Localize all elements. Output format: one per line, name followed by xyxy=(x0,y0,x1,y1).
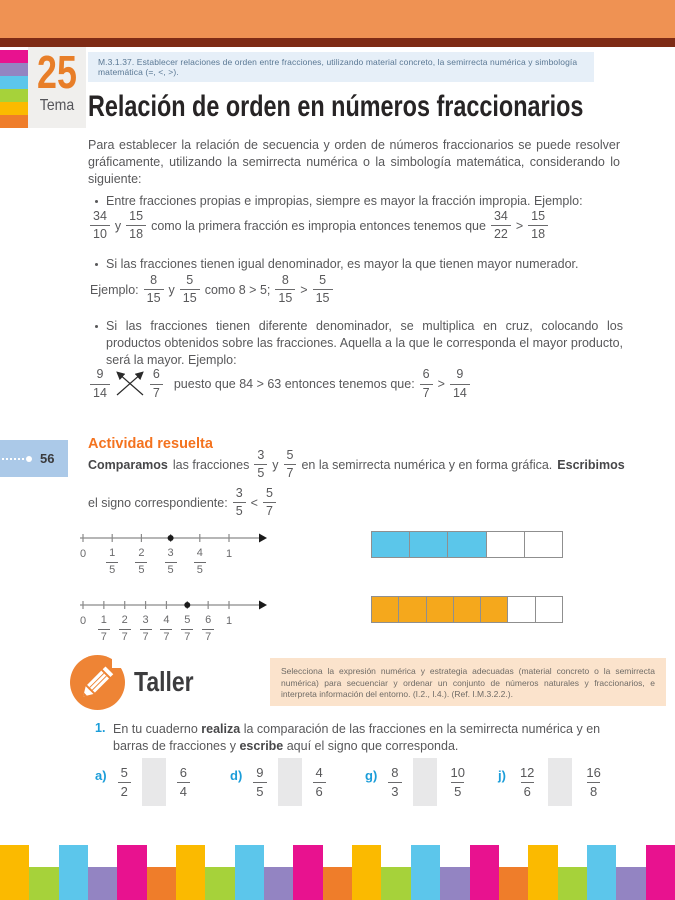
comparison-operator: > xyxy=(300,282,308,297)
fraction: $\frac{3}{5}$ xyxy=(254,449,267,480)
fraction: $\frac{3}{5}$ xyxy=(165,548,177,576)
fraction: $\frac{4}{5}$ xyxy=(194,548,206,576)
color-strip xyxy=(0,89,28,102)
decor-bar xyxy=(587,845,616,900)
filled-cell xyxy=(481,597,508,622)
fraction: $\frac{10}{5}$ xyxy=(450,764,465,799)
decor-bar xyxy=(293,845,322,900)
filled-cell xyxy=(410,532,448,557)
header-bar xyxy=(0,0,675,38)
page-title: Relación de orden en números fraccionarios xyxy=(88,90,584,123)
exercise-item xyxy=(95,758,190,806)
fraction: $\frac{6}{4}$ xyxy=(177,766,190,798)
tick-label xyxy=(156,615,176,643)
fraction: $\frac{4}{7}$ xyxy=(160,615,172,643)
decor-bar xyxy=(381,867,410,900)
instruction-text: En tu cuaderno xyxy=(113,722,198,736)
bullet-dot xyxy=(95,325,98,328)
bold-word: Comparamos xyxy=(88,457,168,472)
bullet-dot xyxy=(95,263,98,266)
decor-bar xyxy=(616,867,645,900)
bullet-item-2 xyxy=(95,256,625,273)
fraction: $\frac{34}{10}$ xyxy=(90,210,110,241)
fraction: $\frac{5}{7}$ xyxy=(284,449,297,480)
tema-box xyxy=(28,47,86,128)
fraction: $\frac{3}{5}$ xyxy=(233,487,246,518)
example-label: Ejemplo: xyxy=(90,282,139,297)
comparison-operator: > xyxy=(437,377,445,391)
conjunction: y xyxy=(168,282,175,297)
bullet-text: Entre fracciones propias e impropias, siempre es mayor la fracción impropia. Ejemplo: xyxy=(106,194,583,208)
point-marker xyxy=(184,602,190,608)
fraction: $\frac{2}{7}$ xyxy=(119,615,131,643)
example-text: como 8 > 5; xyxy=(204,282,271,297)
decor-bar xyxy=(646,845,675,900)
example-text: como la primera fracción es impropia entonces tenemos que xyxy=(151,218,486,233)
tick-label: 1 xyxy=(225,615,233,627)
empty-cell xyxy=(487,532,525,557)
decor-bar xyxy=(352,845,381,900)
taller-label: Taller xyxy=(134,666,194,697)
decor-bar xyxy=(323,867,352,900)
example-row-2 xyxy=(90,274,333,305)
color-strip xyxy=(0,102,28,115)
page-number-badge xyxy=(0,440,68,477)
decor-bar xyxy=(558,867,587,900)
cross-multiplication-figure xyxy=(90,368,470,400)
tema-label: Tema xyxy=(39,97,75,114)
standard-text: M.3.1.37. Establecer relaciones de orden entre fracciones, utilizando material concreto, la semirrecta numérica y simbología matemática (=, <, >). xyxy=(98,57,578,77)
decor-bar xyxy=(59,845,88,900)
instruction-text: aquí el signo que corresponda. xyxy=(286,739,459,753)
exercise-item xyxy=(365,758,468,806)
number-line-axis xyxy=(75,526,285,550)
tick-label xyxy=(198,615,218,643)
fraction: $\frac{6}{7}$ xyxy=(150,368,163,399)
filled-cell xyxy=(372,532,410,557)
color-strip xyxy=(0,63,28,76)
comparison-line-2 xyxy=(88,487,276,518)
fraction: $\frac{12}{6}$ xyxy=(519,764,535,799)
taller-badge-notch xyxy=(112,653,128,668)
bold-word: escribe xyxy=(239,739,284,753)
tick-label xyxy=(131,548,151,576)
bullet-item-3 xyxy=(95,318,623,369)
tick-label xyxy=(177,615,197,643)
fraction: $\frac{16}{8}$ xyxy=(586,764,601,799)
filled-cell xyxy=(454,597,481,622)
fraction: $\frac{8}{15}$ xyxy=(275,274,295,305)
tick-label xyxy=(102,548,122,576)
fraction: $\frac{4}{6}$ xyxy=(313,766,326,798)
exercise-item xyxy=(230,758,326,806)
fraction: $\frac{5}{15}$ xyxy=(313,274,333,305)
dotted-leader xyxy=(2,458,24,460)
filled-cell xyxy=(399,597,426,622)
bold-word: Escribimos xyxy=(557,457,625,472)
exercise-items-row xyxy=(95,758,655,812)
tema-number: 25 xyxy=(37,46,77,98)
fraction: $\frac{6}{7}$ xyxy=(420,368,433,399)
decor-bar xyxy=(499,867,528,900)
decor-bar xyxy=(147,867,176,900)
decor-bar xyxy=(205,867,234,900)
empty-cell xyxy=(525,532,562,557)
tick-label: 0 xyxy=(79,615,87,627)
fraction: $\frac{5}{7}$ xyxy=(263,487,276,518)
number-line-sevenths xyxy=(75,593,285,651)
fraction: $\frac{9}{14}$ xyxy=(450,368,470,399)
fraction-bar-sevenths xyxy=(371,596,563,623)
fraction: $\frac{5}{2}$ xyxy=(118,766,131,798)
exercise-letter: d) xyxy=(230,768,243,783)
example-row-1 xyxy=(90,210,548,241)
fraction: $\frac{2}{5}$ xyxy=(135,548,147,576)
bullet-dot xyxy=(95,200,98,203)
number-line-fifths xyxy=(75,526,285,584)
exercise-letter: j) xyxy=(498,768,506,783)
comparison-text: en la semirrecta numérica y en forma gráfica. xyxy=(301,457,553,472)
empty-cell xyxy=(508,597,535,622)
decor-bar xyxy=(29,867,58,900)
tema-color-strips xyxy=(0,50,28,128)
tick-label xyxy=(190,548,210,576)
decor-bar xyxy=(235,845,264,900)
decor-bar xyxy=(470,845,499,900)
fraction: $\frac{8}{15}$ xyxy=(144,274,164,305)
tick-label: 0 xyxy=(79,548,87,560)
fraction: $\frac{6}{7}$ xyxy=(202,615,214,643)
exercise-item xyxy=(498,758,604,806)
filled-cell xyxy=(427,597,454,622)
decor-bar xyxy=(528,845,557,900)
fraction: $\frac{15}{18}$ xyxy=(126,210,146,241)
color-strip xyxy=(0,115,28,128)
comparison-line-1 xyxy=(88,449,625,480)
fraction-bar-fifths xyxy=(371,531,563,558)
comparison-text: las fracciones xyxy=(172,457,250,472)
filled-cell xyxy=(372,597,399,622)
comparison-operator: > xyxy=(515,218,524,233)
tick-label xyxy=(161,548,181,576)
fraction: $\frac{3}{7}$ xyxy=(140,615,152,643)
bottom-decoration xyxy=(0,845,675,900)
answer-box[interactable] xyxy=(278,758,302,806)
color-strip xyxy=(0,76,28,89)
bullet-text: Si las fracciones tienen diferente denominador, se multiplica en cruz, colocando los productos obtenidos sobre las fracciones. Aquella a la que le corresponda el mayor producto, será la mayor. Ejemplo: xyxy=(106,319,623,367)
standard-box xyxy=(88,52,594,82)
answer-box[interactable] xyxy=(548,758,572,806)
fraction: $\frac{1}{5}$ xyxy=(106,548,118,576)
fraction: $\frac{1}{7}$ xyxy=(98,615,110,643)
decor-bar xyxy=(0,845,29,900)
taller-description: Selecciona la expresión numérica y estrategia adecuadas (material concreto o la semirrecta numérica) para secuenciar y ordenar un conjunto de números naturales y fraccionarios, e interpreta información del entorno. (I.2., I.4.). (Ref. I.M.3.2.2.). xyxy=(270,658,666,706)
fraction: $\frac{5}{15}$ xyxy=(180,274,200,305)
comparison-text: el signo correspondiente: xyxy=(88,495,228,510)
point-marker xyxy=(168,535,174,541)
actividad-heading: Actividad resuelta xyxy=(88,436,213,452)
tick-label: 1 xyxy=(225,548,233,560)
conjunction: y xyxy=(114,218,122,233)
intro-paragraph: Para establecer la relación de secuencia y orden de números fraccionarios se puede resolver gráficamente, utilizando la semirrecta numérica o la simbología matemática, considerando lo siguiente: xyxy=(88,138,620,186)
comparison-operator: < xyxy=(250,495,258,510)
decor-bar xyxy=(411,845,440,900)
exercise-number: 1. xyxy=(95,721,106,735)
exercise-instruction xyxy=(113,721,621,755)
fraction: $\frac{34}{22}$ xyxy=(491,210,511,241)
instruction-text: la comparación de las fracciones en la semirrecta numérica y en barras de fracciones y xyxy=(113,722,601,753)
exercise-letter: a) xyxy=(95,768,107,783)
tick-label xyxy=(115,615,135,643)
number-line-labels xyxy=(75,548,285,584)
decor-bar xyxy=(176,845,205,900)
header-accent-bar xyxy=(0,38,675,47)
fraction: $\frac{9}{14}$ xyxy=(90,368,110,399)
decor-bar xyxy=(117,845,146,900)
cross-arrows-icon xyxy=(113,368,147,400)
empty-cell xyxy=(536,597,562,622)
tick-label xyxy=(136,615,156,643)
fraction: $\frac{9}{5}$ xyxy=(253,766,266,798)
tick-label xyxy=(94,615,114,643)
bullet-text: Si las fracciones tienen igual denominador, es mayor la que tienen mayor numerador. xyxy=(106,257,579,271)
bullet-item-1 xyxy=(95,193,625,210)
decor-bar xyxy=(440,867,469,900)
filled-cell xyxy=(448,532,486,557)
number-line-labels xyxy=(75,615,285,651)
color-strip xyxy=(0,50,28,63)
decor-bar xyxy=(88,867,117,900)
leader-dot-icon xyxy=(26,456,32,462)
answer-box[interactable] xyxy=(413,758,437,806)
fraction: $\frac{15}{18}$ xyxy=(528,210,548,241)
fraction: $\frac{5}{7}$ xyxy=(181,615,193,643)
page-number: 56 xyxy=(40,451,55,466)
fraction: $\frac{8}{3}$ xyxy=(388,766,401,798)
exercise-letter: g) xyxy=(365,768,378,783)
bold-word: realiza xyxy=(201,722,241,736)
conjunction: y xyxy=(272,457,279,472)
answer-box[interactable] xyxy=(142,758,166,806)
example-text: puesto que 84 > 63 entonces tenemos que: xyxy=(173,377,415,391)
decor-bar xyxy=(264,867,293,900)
